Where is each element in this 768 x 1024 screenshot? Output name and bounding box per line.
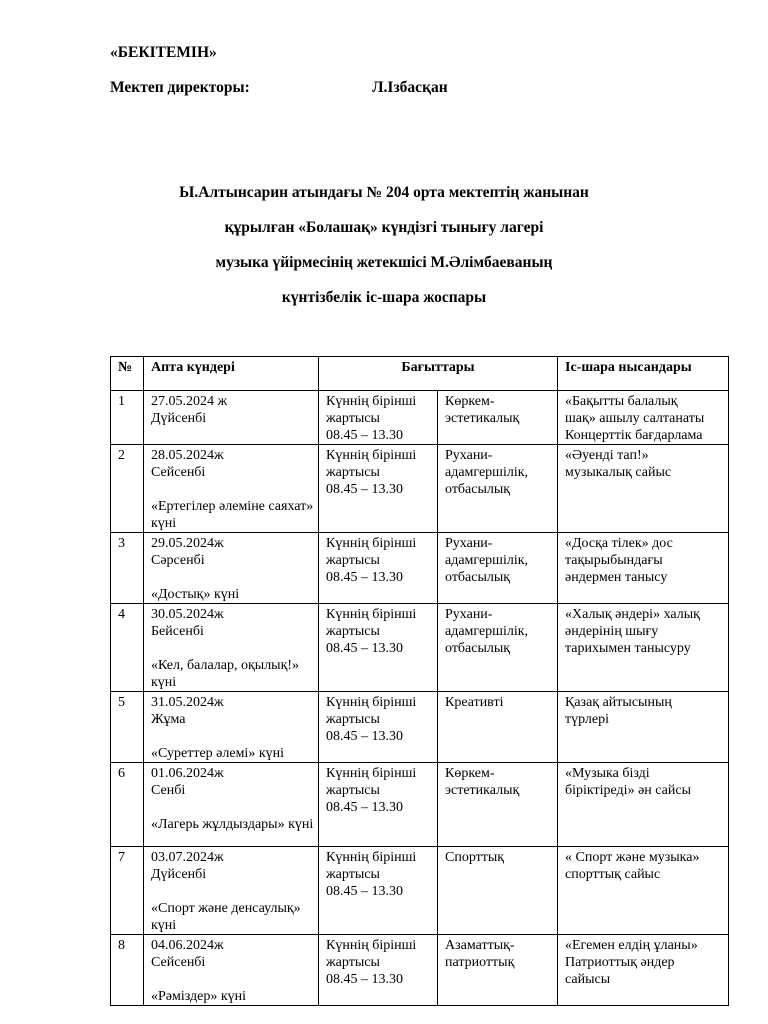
row-event-line: сайысы bbox=[565, 972, 611, 987]
row-direction-line: Азаматтық- bbox=[445, 938, 515, 953]
row-time-cell bbox=[319, 692, 438, 763]
row-direction-line: отбасылық bbox=[445, 641, 511, 656]
row-number bbox=[111, 763, 144, 847]
row-event-line: «Досқа тілек» дос bbox=[565, 536, 673, 551]
row-direction-line: Спорттық bbox=[445, 850, 505, 865]
row-time-cell bbox=[319, 391, 438, 445]
row-event-cell bbox=[558, 445, 729, 533]
row-week-day-cell bbox=[144, 692, 319, 763]
row-direction-line: отбасылық bbox=[445, 482, 511, 497]
row-time-line: жартысы bbox=[326, 867, 380, 882]
row-direction-cell bbox=[438, 692, 558, 763]
row-event-line: тақырыбындағы bbox=[565, 553, 663, 568]
row-number bbox=[111, 391, 144, 445]
row-direction-line: адамгершілік, bbox=[445, 553, 529, 568]
row-weekday: Сенбі bbox=[151, 783, 186, 798]
row-weekday: Дүйсенбі bbox=[151, 867, 207, 882]
table-row bbox=[111, 391, 729, 445]
row-date: 01.06.2024ж bbox=[151, 766, 224, 781]
row-time-line: Күннің бірінші bbox=[326, 536, 417, 551]
row-time-range: 08.45 – 13.30 bbox=[326, 800, 403, 815]
row-week-day-cell bbox=[144, 391, 319, 445]
row-number-text: 4 bbox=[118, 607, 125, 622]
row-time-line: жартысы bbox=[326, 411, 380, 426]
row-event-line: әндермен танысу bbox=[565, 570, 668, 585]
row-weekday: Сейсенбі bbox=[151, 955, 206, 970]
row-direction-line: отбасылық bbox=[445, 570, 511, 585]
row-event-cell bbox=[558, 692, 729, 763]
row-date: 28.05.2024ж bbox=[151, 448, 224, 463]
row-event-line: «Музыка бізді bbox=[565, 766, 650, 781]
table-row bbox=[111, 533, 729, 604]
row-direction-cell bbox=[438, 533, 558, 604]
row-date: 29.05.2024ж bbox=[151, 536, 224, 551]
row-time-line: Күннің бірінші bbox=[326, 695, 417, 710]
row-direction-line: адамгершілік, bbox=[445, 465, 529, 480]
approval-label: «БЕКІТЕМІН» bbox=[110, 44, 217, 61]
row-theme: «Кел, балалар, оқылық!» күні bbox=[151, 658, 300, 690]
row-number-text: 5 bbox=[118, 695, 125, 710]
row-event-line: шақ» ашылу салтанаты bbox=[565, 411, 705, 426]
row-event-line: әндерінің шығу bbox=[565, 624, 659, 639]
row-date: 27.05.2024 ж bbox=[151, 394, 228, 409]
row-theme: «Лагерь жұлдыздары» күні bbox=[151, 817, 314, 832]
row-week-day-cell bbox=[144, 763, 319, 847]
row-event-cell bbox=[558, 935, 729, 1006]
row-event-line: Қазақ айтысының bbox=[565, 695, 672, 710]
row-direction-line: Көркем- bbox=[445, 766, 495, 781]
row-week-day-cell bbox=[144, 604, 319, 692]
row-time-line: Күннің бірінші bbox=[326, 394, 417, 409]
row-direction-line: Рухани- bbox=[445, 448, 493, 463]
schedule-table bbox=[110, 356, 729, 1006]
row-number-text: 2 bbox=[118, 448, 125, 463]
header-events: Іс-шара нысандары bbox=[558, 357, 729, 391]
row-date: 04.06.2024ж bbox=[151, 938, 224, 953]
row-theme: «Рәміздер» күні bbox=[151, 989, 247, 1004]
row-time-cell bbox=[319, 763, 438, 847]
row-time-cell bbox=[319, 604, 438, 692]
row-event-line: тарихымен танысуру bbox=[565, 641, 691, 656]
header-week-days: Апта күндері bbox=[144, 357, 319, 391]
row-direction-cell bbox=[438, 847, 558, 935]
row-time-range: 08.45 – 13.30 bbox=[326, 428, 403, 443]
row-number bbox=[111, 533, 144, 604]
table-row bbox=[111, 935, 729, 1006]
row-week-day-cell bbox=[144, 533, 319, 604]
row-number bbox=[111, 692, 144, 763]
row-event-cell bbox=[558, 391, 729, 445]
row-week-day-cell bbox=[144, 847, 319, 935]
row-time-line: жартысы bbox=[326, 465, 380, 480]
row-time-line: Күннің бірінші bbox=[326, 766, 417, 781]
row-time-line: жартысы bbox=[326, 783, 380, 798]
row-number-text: 8 bbox=[118, 938, 125, 953]
row-event-line: біріктіреді» ән сайсы bbox=[565, 783, 691, 798]
row-theme: «Достық» күні bbox=[151, 587, 240, 602]
table-row bbox=[111, 763, 729, 847]
row-time-cell bbox=[319, 847, 438, 935]
row-event-line: «Бақытты балалық bbox=[565, 394, 678, 409]
row-theme: «Ертегілер әлеміне саяхат» күні bbox=[151, 499, 314, 531]
row-event-line: түрлері bbox=[565, 712, 610, 727]
row-event-line: «Халық әндері» халық bbox=[565, 607, 700, 622]
row-direction-line: Рухани- bbox=[445, 607, 493, 622]
table-row bbox=[111, 445, 729, 533]
row-date: 30.05.2024ж bbox=[151, 607, 224, 622]
row-direction-cell bbox=[438, 391, 558, 445]
document-title-line-2: құрылған «Болашақ» күндізгі тынығу лагері bbox=[224, 219, 544, 236]
row-time-line: Күннің бірінші bbox=[326, 448, 417, 463]
row-week-day-cell bbox=[144, 935, 319, 1006]
row-direction-line: Көркем- bbox=[445, 394, 495, 409]
row-time-line: жартысы bbox=[326, 955, 380, 970]
row-time-line: Күннің бірінші bbox=[326, 607, 417, 622]
row-event-cell bbox=[558, 847, 729, 935]
row-direction-line: эстетикалық bbox=[445, 783, 520, 798]
table-row bbox=[111, 692, 729, 763]
row-event-line: спорттық сайыс bbox=[565, 867, 661, 882]
row-weekday: Сейсенбі bbox=[151, 465, 206, 480]
row-number bbox=[111, 935, 144, 1006]
row-time-line: жартысы bbox=[326, 553, 380, 568]
row-number-text: 3 bbox=[118, 536, 125, 551]
row-time-range: 08.45 – 13.30 bbox=[326, 570, 403, 585]
row-date: 03.07.2024ж bbox=[151, 850, 224, 865]
director-label: Мектеп директоры: bbox=[110, 79, 250, 96]
table-row bbox=[111, 847, 729, 935]
row-event-cell bbox=[558, 763, 729, 847]
row-time-range: 08.45 – 13.30 bbox=[326, 729, 403, 744]
row-time-cell bbox=[319, 935, 438, 1006]
row-time-line: Күннің бірінші bbox=[326, 850, 417, 865]
row-event-cell bbox=[558, 604, 729, 692]
row-event-cell bbox=[558, 533, 729, 604]
row-date: 31.05.2024ж bbox=[151, 695, 224, 710]
row-direction-cell bbox=[438, 763, 558, 847]
row-direction-line: Рухани- bbox=[445, 536, 493, 551]
row-direction-cell bbox=[438, 935, 558, 1006]
row-event-line: Концерттік бағдарлама bbox=[565, 428, 703, 443]
row-event-line: «Егемен елдің ұланы» bbox=[565, 938, 698, 953]
row-week-day-cell bbox=[144, 445, 319, 533]
document-title-line-1: Ы.Алтынсарин атындағы № 204 орта мектептің жанынан bbox=[179, 184, 589, 201]
row-time-line: жартысы bbox=[326, 624, 380, 639]
table-header-row bbox=[111, 357, 729, 391]
row-event-line: Патриоттық әндер bbox=[565, 955, 675, 970]
row-number bbox=[111, 604, 144, 692]
row-direction-line: патриоттық bbox=[445, 955, 515, 970]
row-theme: «Спорт және денсаулық» күні bbox=[151, 901, 301, 933]
row-number-text: 6 bbox=[118, 766, 125, 781]
row-time-range: 08.45 – 13.30 bbox=[326, 972, 403, 987]
row-time-line: Күннің бірінші bbox=[326, 938, 417, 953]
row-event-line: «Әуенді тап!» bbox=[565, 448, 649, 463]
row-time-cell bbox=[319, 445, 438, 533]
director-name: Л.Ізбасқан bbox=[372, 79, 448, 96]
row-direction-cell bbox=[438, 604, 558, 692]
row-number-text: 1 bbox=[118, 394, 125, 409]
row-direction-line: Креативті bbox=[445, 695, 504, 710]
row-number bbox=[111, 445, 144, 533]
row-weekday: Жұма bbox=[151, 712, 186, 727]
row-direction-line: адамгершілік, bbox=[445, 624, 529, 639]
row-weekday: Бейсенбі bbox=[151, 624, 204, 639]
row-direction-cell bbox=[438, 445, 558, 533]
header-directions: Бағыттары bbox=[319, 357, 558, 391]
row-time-line: жартысы bbox=[326, 712, 380, 727]
row-time-range: 08.45 – 13.30 bbox=[326, 884, 403, 899]
row-weekday: Дүйсенбі bbox=[151, 411, 207, 426]
row-direction-line: эстетикалық bbox=[445, 411, 520, 426]
table-row bbox=[111, 604, 729, 692]
row-event-line: « Спорт және музыка» bbox=[565, 850, 700, 865]
row-time-range: 08.45 – 13.30 bbox=[326, 641, 403, 656]
document-title-line-3: музыка үйірмесінің жетекшісі М.Әлімбаеваның bbox=[215, 254, 553, 271]
row-weekday: Сәрсенбі bbox=[151, 553, 205, 568]
row-time-range: 08.45 – 13.30 bbox=[326, 482, 403, 497]
document-title-line-4: күнтізбелік іс-шара жоспары bbox=[281, 289, 487, 306]
row-number-text: 7 bbox=[118, 850, 125, 865]
row-time-cell bbox=[319, 533, 438, 604]
header-number: № bbox=[111, 357, 144, 391]
row-event-line: музыкалық сайыс bbox=[565, 465, 672, 480]
row-theme: «Суреттер әлемі» күні bbox=[151, 746, 284, 761]
row-number bbox=[111, 847, 144, 935]
